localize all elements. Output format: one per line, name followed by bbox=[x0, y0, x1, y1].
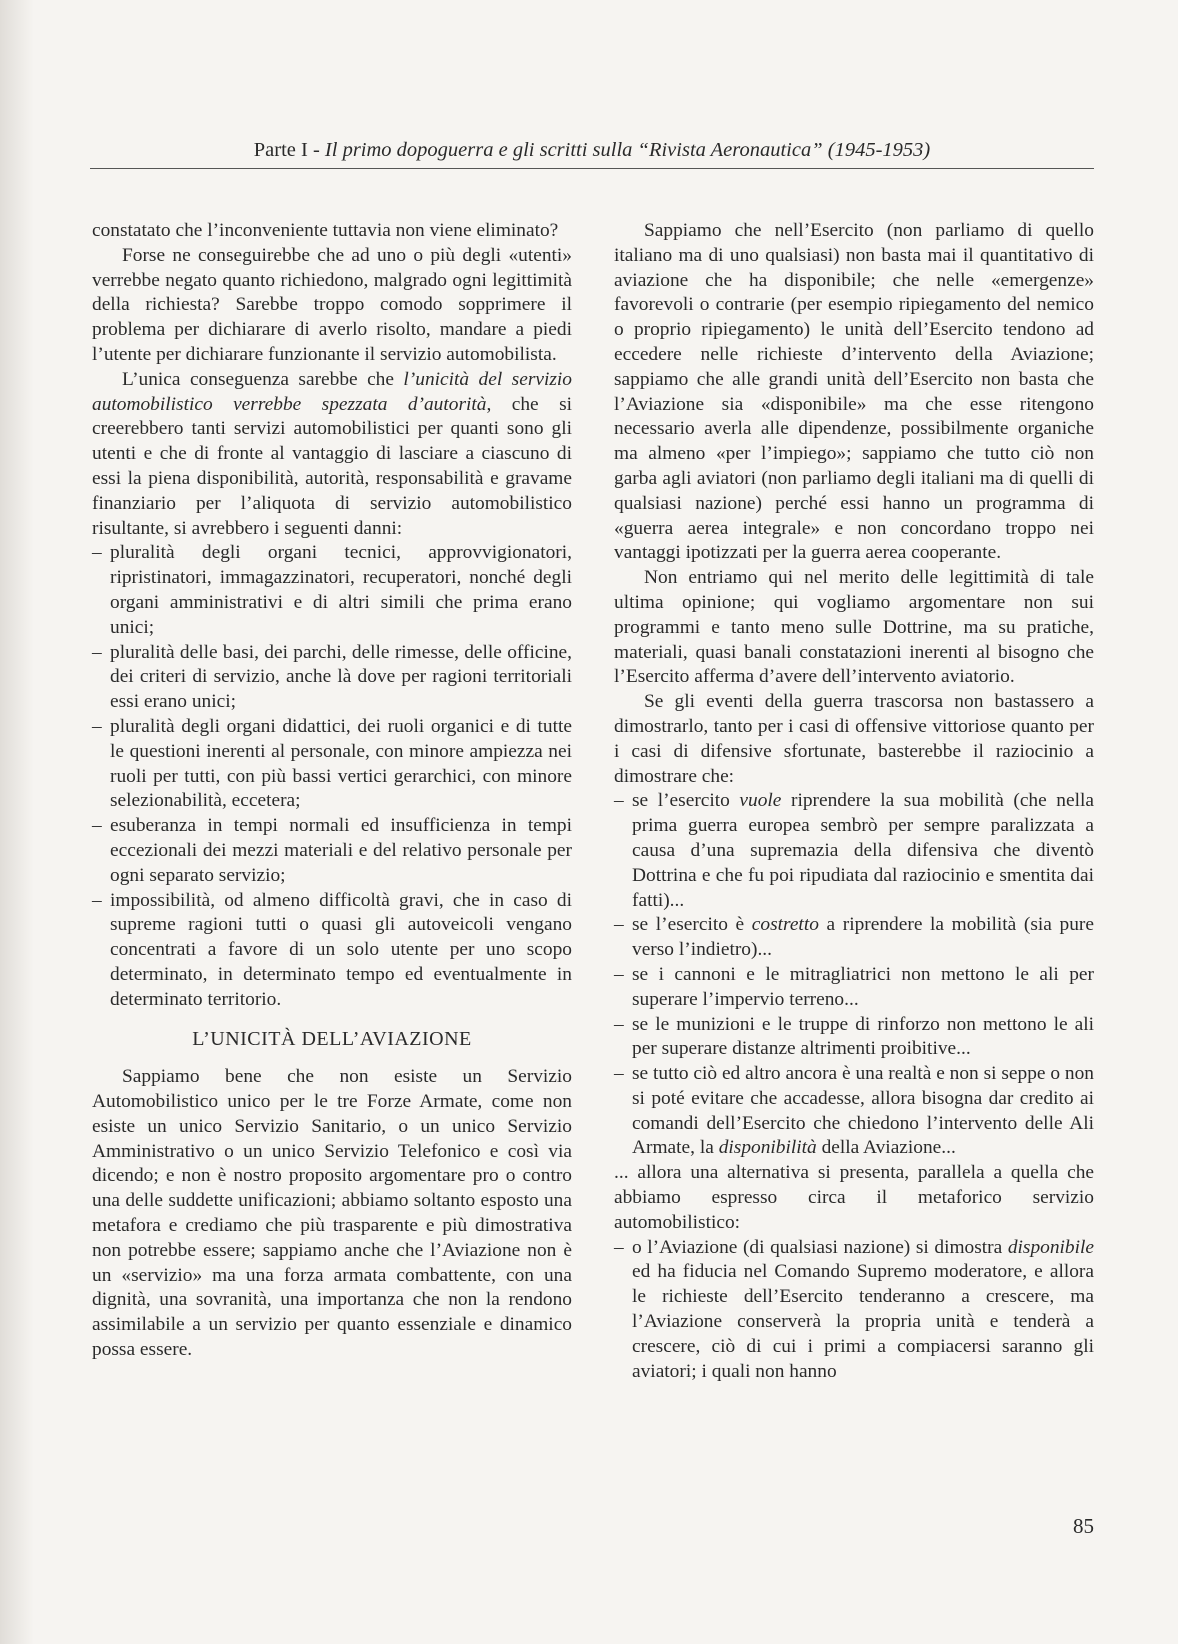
page-number: 85 bbox=[1073, 1514, 1094, 1538]
list-item: – se i cannoni e le mitragliatrici non mettono le ali per superare l’impervio terreno... bbox=[614, 963, 1094, 1013]
italic-run: disponibilità bbox=[718, 1137, 817, 1159]
italic-run: costretto bbox=[751, 914, 819, 936]
list-item: – impossibilità, od almeno difficoltà gravi, che in caso di supreme ragioni tutti o quasi gli autoveicoli vengano concentrati a favore di un solo utente per uno scopo determinato, in determinato tempo ed eventualmente in determinato territorio. bbox=[92, 889, 572, 1013]
italic-run: vuole bbox=[739, 790, 782, 812]
list-item: – se le munizioni e le truppe di rinforzo non mettono le ali per superare distanze altrimenti proibitive... bbox=[614, 1013, 1094, 1063]
paragraph: ... allora una alternativa si presenta, parallela a quella che abbiamo espresso circa il metaforico servizio automobilistico: bbox=[614, 1162, 1094, 1233]
conditions-list bbox=[614, 789, 1094, 1161]
running-head-title: Il primo dopoguerra e gli scritti sulla “Rivista Aeronautica” (1945-1953) bbox=[324, 139, 931, 161]
text-run: o l’Aviazione (di qualsiasi nazione) si dimostra bbox=[632, 1236, 1008, 1258]
running-head bbox=[90, 137, 1094, 163]
list-item: – pluralità degli organi tecnici, approvvigionatori, ripristinatori, immagazzinatori, recuperatori, nonché degli organi amministrativi e di altri simili che prima erano unici; bbox=[92, 541, 572, 640]
paragraph bbox=[92, 368, 572, 542]
italic-run: l’unicità del servizio automobilistico verrebbe spezzata d’autorità bbox=[92, 368, 572, 415]
italic-run: disponibile bbox=[1007, 1236, 1094, 1258]
list-item: – pluralità degli organi didattici, dei ruoli organici e di tutte le questioni inerenti al personale, con minore ampiezza nei ruoli per tutti, con più bassi vertici gerarchici, con minore selezionabilità, eccetera; bbox=[92, 715, 572, 814]
list-item bbox=[614, 1236, 1094, 1385]
text-run: se tutto ciò ed altro ancora è una realtà e non si seppe o non si poté evitare che accadesse, allora bisogna dar credito ai comandi dell’Esercito che chiedono l’intervento delle Ali Armate, la bbox=[632, 1063, 1094, 1159]
paragraph: Se gli eventi della guerra trascorsa non bastassero a dimostrarlo, tanto per i casi di offensive vittoriose quanto per i casi di difensive sfortunate, basterebbe il raziocinio a dimostrare che: bbox=[614, 691, 1094, 787]
section-heading: L’UNICITÀ DELL’AVIAZIONE bbox=[192, 1027, 472, 1050]
left-column bbox=[92, 219, 572, 1363]
text-run: a riprendere la mobilità (sia pure verso l’indietro)... bbox=[632, 914, 1094, 961]
paragraph: Non entriamo qui nel merito delle legittimità di tale ultima opinione; qui vogliamo argomentare non sui programmi e tanto meno sulle Dottrine, ma su pratiche, materiali, quasi banali constatazioni inerenti al bisogno che l’Esercito afferma d’avere dell’intervento aviatorio. bbox=[614, 567, 1094, 688]
paragraph: Forse ne conseguirebbe che ad uno o più degli «utenti» verrebbe negato quanto richiedono, malgrado ogni legittimità della richiesta? Sarebbe troppo comodo sopprimere il problema per dichiarare di averlo risolto, mandare a piedi l’utente per dichiarare funzionante il servizio automobilista. bbox=[92, 244, 572, 365]
paragraph: Sappiamo bene che non esiste un Servizio Automobilistico unico per le tre Forze Armate, come non esiste un unico Servizio Sanitario, o un unico Servizio Amministrativo o un unico Servizio Telefonico e così via dicendo; e non è nostro proposito argomentare pro o contro una delle suddette unificazioni; abbiamo soltanto esposto una metafora e crediamo che più trasparente e più dimostrativa non potrebbe essere; sappiamo anche che l’Aviazione non è un «servizio» ma una forza armata combattente, con una dignità, una sovranità, una importanza che non la rendono assimilabile a un servizio per quanto essenziale e dinamico possa essere. bbox=[92, 1066, 572, 1361]
list-item: – pluralità delle basi, dei parchi, delle rimesse, delle officine, dei criteri di servizio, anche là dove per ragioni territoriali essi erano unici; bbox=[92, 641, 572, 715]
text-run: riprendere la sua mobilità (che nella prima guerra europea sembrò per sempre paralizzata a causa d’una supremazia della difensiva che diventò Dottrina e che fu poi ripudiata dal raziocinio e smentita dai fatti)... bbox=[632, 790, 1094, 911]
text-run: se l’esercito bbox=[632, 790, 740, 812]
list-item bbox=[614, 789, 1094, 913]
text-run: , che si creerebbero tanti servizi automobilistici per quanti sono gli utenti e che di fronte al vantaggio di lasciare a ciascuno di essi la piena disponibilità, autorità, responsabilità e gravame finanziario per l’aliquota di servizio automobilistico risultante, si avrebbero i seguenti danni: bbox=[92, 393, 572, 539]
right-column bbox=[614, 219, 1094, 1384]
list-item: – esuberanza in tempi normali ed insufficienza in tempi eccezionali dei mezzi materiali e del relativo personale per ogni separato servizio; bbox=[92, 814, 572, 888]
paragraph: Sappiamo che nell’Esercito (non parliamo di quello italiano ma di uno qualsiasi) non basta mai il quantitativo di aviazione che ha disponibile; che nelle «emergenze» favorevoli o contrarie (per esempio ripiegamento del nemico o proprio ripiegamento) le unità dell’Esercito tendono ad eccedere nelle richieste d’intervento della Aviazione; sappiamo che alle grandi unità dell’Esercito non basta che l’Aviazione sia «disponibile» ma che esse ritengono necessario averla alle dipendenze, possibilmente organiche ma almeno «per l’impiego»; sappiamo che tutto ciò non garba agli aviatori (non parliamo degli italiani ma di quelli di qualsiasi nazione) perché essi hanno un programma di «guerra aerea integrale» e non concordano troppo nei vantaggi ipotizzati per la guerra aerea cooperante. bbox=[614, 220, 1094, 564]
text-run: L’unica conseguenza sarebbe che bbox=[122, 368, 404, 390]
alternative-list bbox=[614, 1236, 1094, 1385]
list-item bbox=[614, 1062, 1094, 1161]
text-run: se l’esercito è bbox=[632, 914, 752, 936]
text-run: della Aviazione... bbox=[816, 1137, 956, 1159]
paragraph: constatato che l’inconveniente tuttavia non viene eliminato? bbox=[92, 220, 559, 241]
running-head-part: Parte I - bbox=[253, 139, 325, 161]
header-rule bbox=[90, 168, 1094, 169]
page-edge-shadow bbox=[0, 0, 34, 1644]
damage-list bbox=[92, 541, 572, 1012]
list-item bbox=[614, 913, 1094, 963]
text-run: ed ha fiducia nel Comando Supremo moderatore, e allora le richieste dell’Esercito tenderanno a crescere, ma l’Aviazione conserverà la propria unità e tenderà a crescere, ciò di cui i primi a compiacersi saranno gli aviatori; i quali non hanno bbox=[632, 1261, 1094, 1382]
